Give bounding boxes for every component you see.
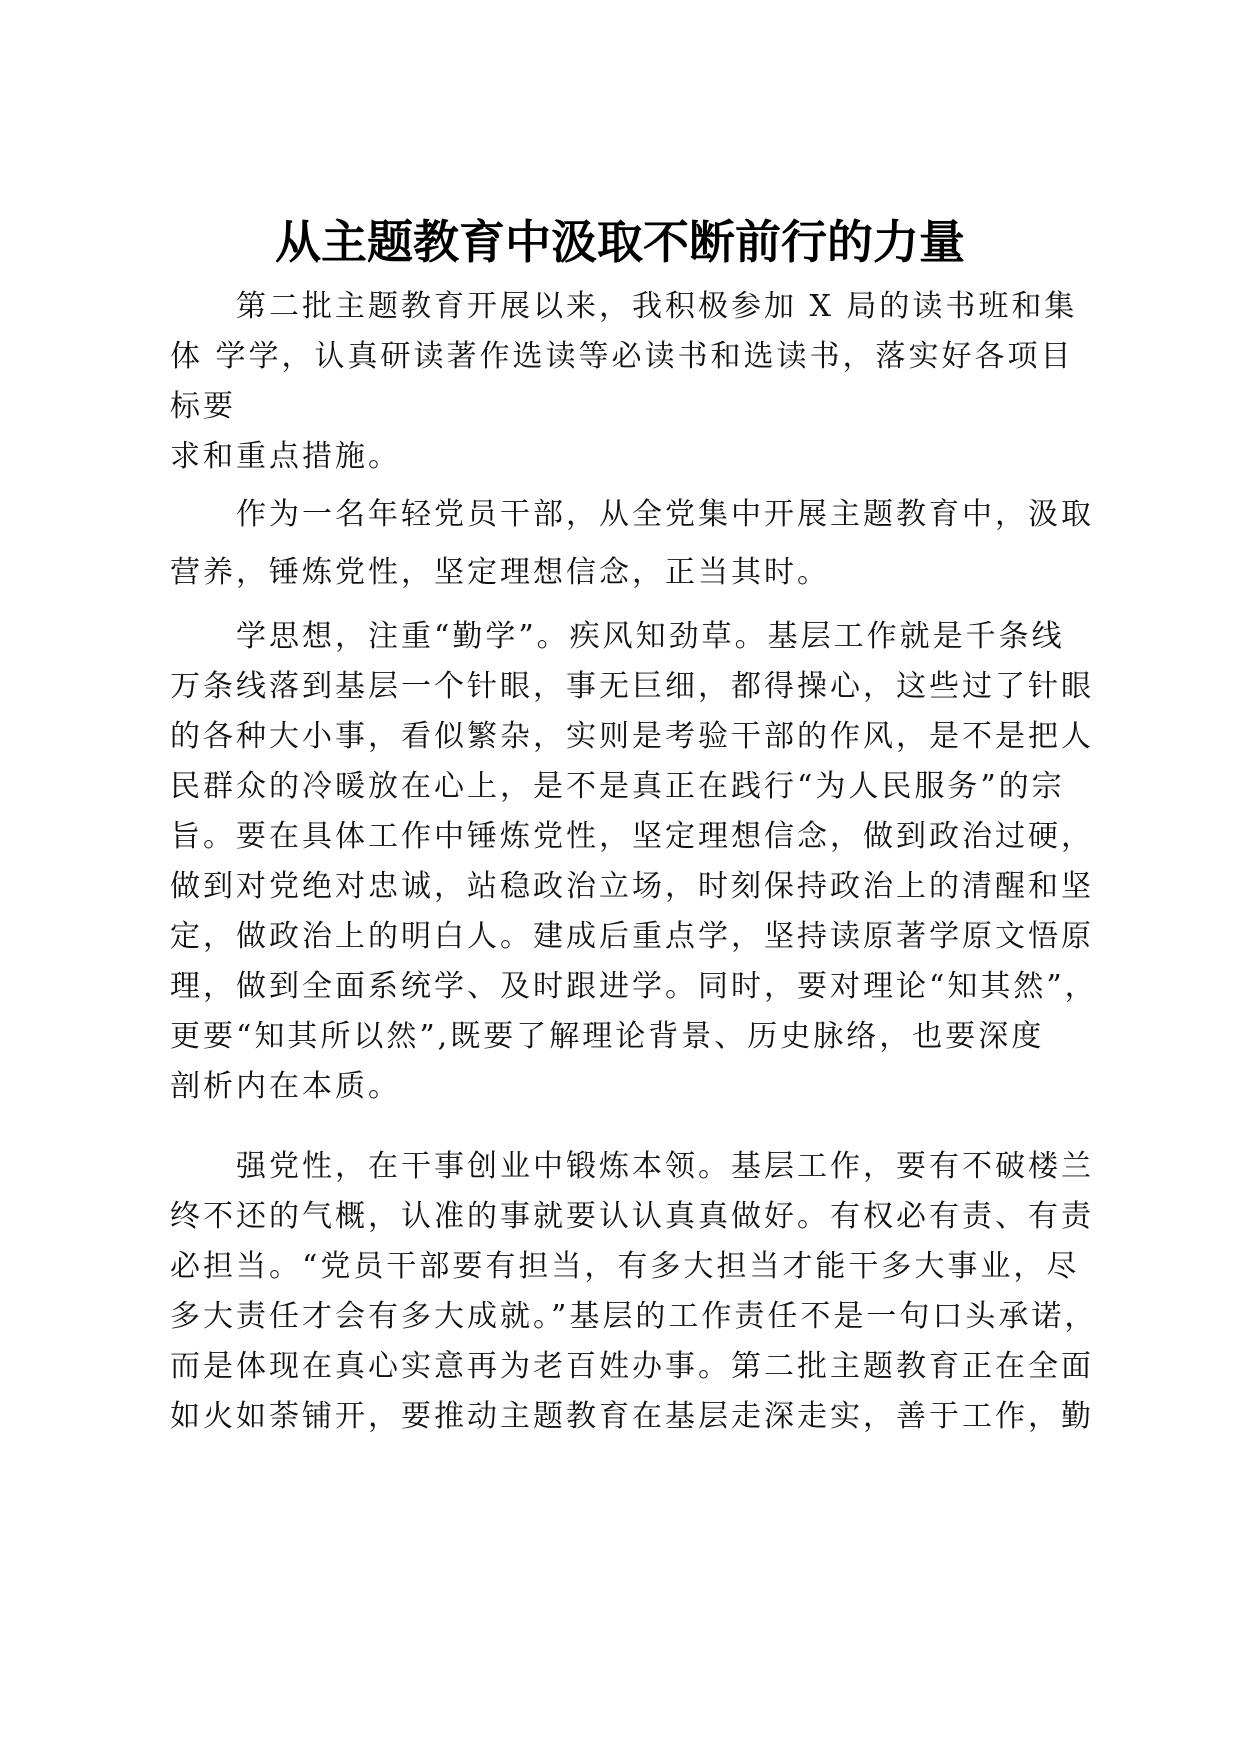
paragraph-line: 第二批主题教育开展以来，我积极参加 X 局的读书班和集 [236, 289, 1078, 324]
paragraph-line: 更要“知其所以然”,既要了解理论背景、历史脉络，也要深度 [170, 1019, 1045, 1054]
paragraph-line: 求和重点措施。 [170, 439, 401, 474]
paragraph-line: 定，做政治上的明白人。建成后重点学，坚持读原著学原文悟原 [170, 919, 1094, 954]
paragraph-line: 体 学学，认真研读著作选读等必读书和选读书，落实好各项目 [170, 339, 1074, 374]
paragraph-line: 的各种大小事，看似繁杂，实则是考验干部的作风，是不是把人 [170, 719, 1094, 754]
document-title: 从主题教育中汲取不断前行的力量 [275, 215, 965, 269]
paragraph-3 [170, 612, 1098, 1112]
paragraph-line: 作为一名年轻党员干部，从全党集中开展主题教育中，汲取 [236, 497, 1094, 532]
paragraph-1 [170, 282, 1078, 482]
paragraph-line: 营养，锤炼党性，坚定理想信念，正当其时。 [170, 555, 830, 590]
paragraph-line: 强党性，在干事创业中锻炼本领。基层工作，要有不破楼兰 [236, 1149, 1094, 1184]
paragraph-2 [170, 490, 1094, 598]
paragraph-line: 旨。要在具体工作中锤炼党性，坚定理想信念，做到政治过硬， [170, 819, 1094, 854]
paragraph-line: 多大责任才会有多大成就。”基层的工作责任不是一句口头承诺， [170, 1299, 1098, 1334]
paragraph-line: 如火如荼铺开，要推动主题教育在基层走深走实，善于工作，勤 [170, 1399, 1094, 1434]
paragraph-line: 做到对党绝对忠诚，站稳政治立场，时刻保持政治上的清醒和坚 [170, 869, 1094, 904]
paragraph-line: 必担当。“党员干部要有担当，有多大担当才能干多大事业，尽 [170, 1249, 1080, 1284]
paragraph-line: 剖析内在本质。 [170, 1069, 401, 1104]
paragraph-line: 民群众的冷暖放在心上，是不是真正在践行“为人民服务”的宗 [170, 769, 1065, 804]
paragraph-line: 理，做到全面系统学、及时跟进学。同时，要对理论“知其然”， [170, 969, 1098, 1004]
paragraph-line: 标要 [170, 389, 236, 424]
paragraph-line: 学思想，注重“勤学”。疾风知劲草。基层工作就是千条线 [236, 619, 1065, 654]
paragraph-line: 而是体现在真心实意再为老百姓办事。第二批主题教育正在全面 [170, 1349, 1094, 1384]
paragraph-line: 终不还的气概，认准的事就要认认真真做好。有权必有责、有责 [170, 1199, 1094, 1234]
paragraph-line: 万条线落到基层一个针眼，事无巨细，都得操心，这些过了针眼 [170, 669, 1094, 704]
paragraph-4 [170, 1142, 1098, 1442]
